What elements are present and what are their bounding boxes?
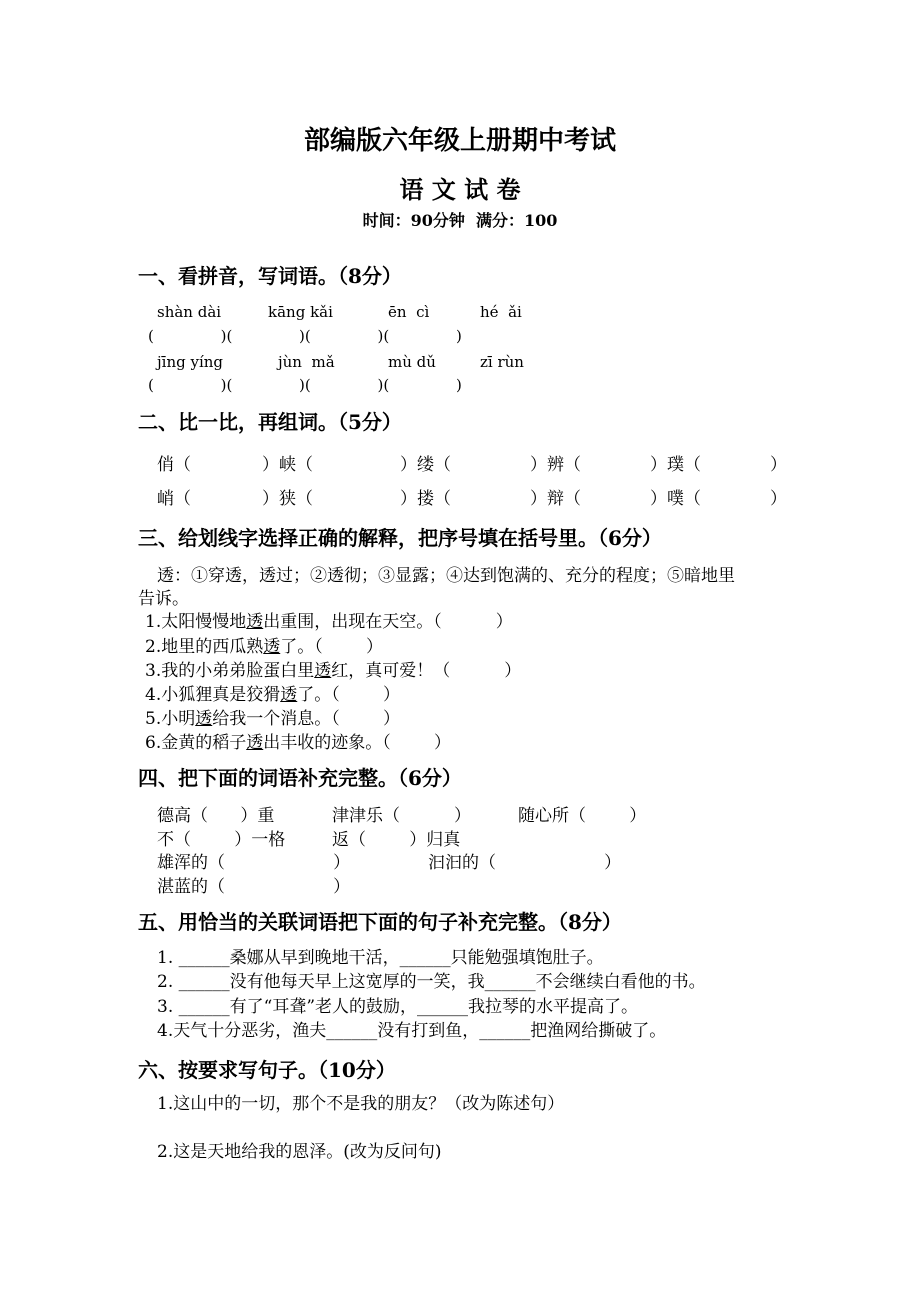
pinyin-2: kāng kǎi	[268, 303, 333, 321]
compare-1-2: ）峡（	[262, 455, 313, 475]
idiom-c: 随心所（ ）	[518, 806, 647, 826]
pinyin-1: shàn dài	[157, 303, 222, 321]
definition-line-2: 告诉。	[138, 589, 189, 609]
question-5-2: 2. ______没有他每天早上这宽厚的一笑，我______不会继续白看他的书。	[157, 972, 706, 992]
definition-line-1: 透：①穿透，透过；②透彻；③显露；④达到饱满的、充分的程度；⑤暗地里	[157, 566, 735, 586]
pinyin-7: mù dǔ	[388, 353, 436, 371]
answer-blanks-row-2: ( )( )( )( )	[148, 376, 462, 394]
compare-2-3: ）搂（	[400, 489, 451, 509]
pinyin-3: ēn cì	[388, 303, 430, 321]
compare-1-1: 俏（	[157, 455, 191, 475]
idiom-d: 不（ ）一格	[157, 830, 286, 850]
pinyin-8: zī rùn	[480, 353, 524, 371]
section-4-heading: 四、把下面的词语补充完整。（6分）	[138, 766, 462, 790]
question-3-6: 6.金黄的稻子透出丰收的迹象。（ ）	[145, 733, 451, 753]
question-6-1: 1.这山中的一切，那个不是我的朋友？（改为陈述句）	[157, 1094, 565, 1114]
question-5-1: 1. ______桑娜从早到晚地干活，______只能勉强填饱肚子。	[157, 948, 604, 968]
phrase-g: 汩汩的（ ）	[428, 853, 622, 873]
question-6-2: 2.这是天地给我的恩泽。(改为反问句)	[157, 1142, 442, 1162]
compare-1-3: ）缕（	[400, 455, 451, 475]
phrase-f: 雄浑的（ ）	[157, 853, 351, 873]
exam-meta: 时间：90分钟 满分：100	[362, 211, 558, 230]
section-5-heading: 五、用恰当的关联词语把下面的句子补充完整。（8分）	[138, 910, 622, 934]
section-1-heading: 一、看拼音，写词语。（8分）	[138, 264, 402, 288]
exam-subtitle: 语 文 试 卷	[399, 175, 521, 204]
compare-2-6: ）	[770, 489, 787, 509]
compare-1-5: ）璞（	[650, 455, 701, 475]
compare-2-1: 峭（	[157, 489, 191, 509]
question-5-4: 4.天气十分恶劣，渔夫______没有打到鱼，______把渔网给撕破了。	[157, 1021, 667, 1041]
section-6-heading: 六、按要求写句子。（10分）	[138, 1058, 396, 1082]
question-5-3: 3. ______有了“耳聋”老人的鼓励，______我拉琴的水平提高了。	[157, 997, 639, 1017]
phrase-h: 湛蓝的（ ）	[157, 877, 351, 897]
section-3-heading: 三、给划线字选择正确的解释，把序号填在括号里。（6分）	[138, 526, 662, 550]
pinyin-5: jīng yíng	[157, 353, 224, 371]
question-3-4: 4.小狐狸真是狡猾透了。（ ）	[145, 685, 400, 705]
idiom-e: 返（ ）归真	[332, 830, 461, 850]
section-2-heading: 二、比一比，再组词。（5分）	[138, 410, 402, 434]
compare-2-2: ）狭（	[262, 489, 313, 509]
question-3-3: 3.我的小弟弟脸蛋白里透红，真可爱！（ ）	[145, 661, 522, 681]
idiom-b: 津津乐（ ）	[332, 806, 472, 826]
pinyin-4: hé ǎi	[480, 303, 522, 321]
exam-title: 部编版六年级上册期中考试	[303, 126, 616, 156]
idiom-a: 德高（ ）重	[157, 806, 275, 826]
question-3-5: 5.小明透给我一个消息。（ ）	[145, 709, 400, 729]
compare-2-5: ）噗（	[650, 489, 701, 509]
compare-2-4: ）辩（	[530, 489, 581, 509]
pinyin-6: jùn mǎ	[278, 353, 335, 371]
compare-1-6: ）	[770, 455, 787, 475]
compare-1-4: ）辨（	[530, 455, 581, 475]
answer-blanks-row-1: ( )( )( )( )	[148, 327, 462, 345]
question-3-1: 1.太阳慢慢地透出重围，出现在天空。（ ）	[145, 612, 513, 632]
question-3-2: 2.地里的西瓜熟透了。（ ）	[145, 637, 383, 657]
